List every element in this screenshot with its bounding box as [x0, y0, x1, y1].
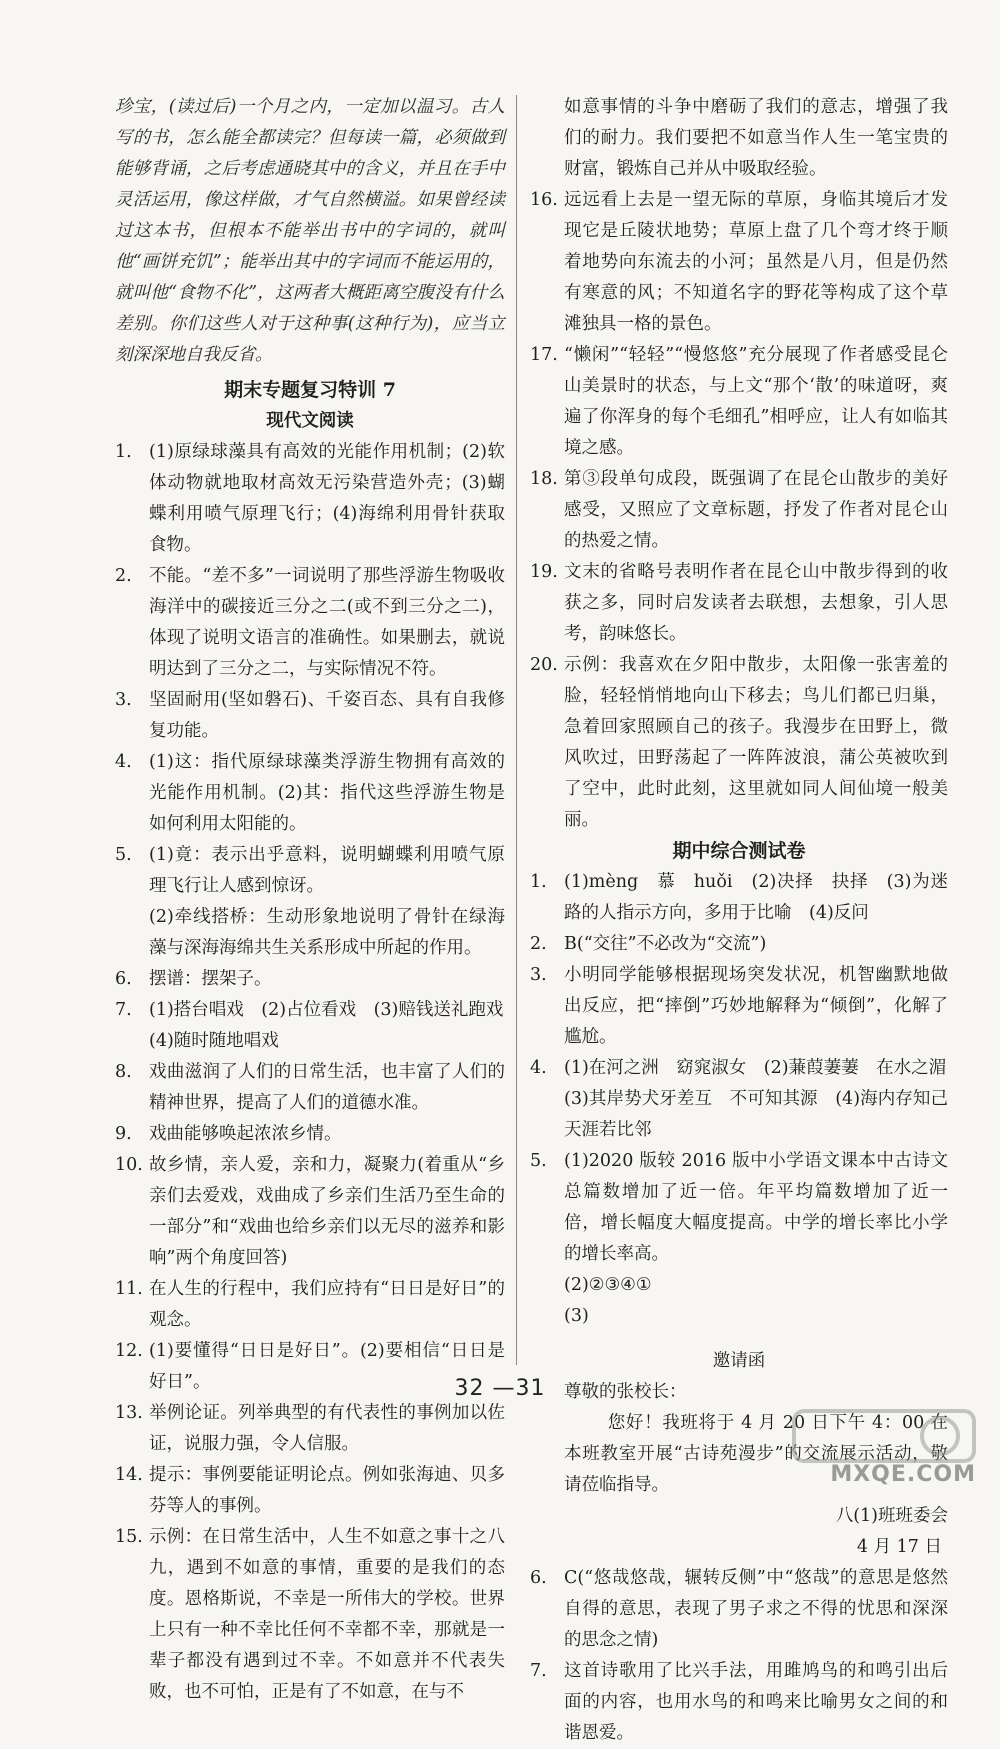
answer-item: [530, 185, 948, 340]
answer-item: [530, 929, 948, 960]
midterm-answer-list: [530, 867, 966, 1332]
answer-text: (1)2020 版较 2016 版中小学语文课本中古诗文总篇数增加了近一倍。年平均篇数增加了近一倍，增长幅度大幅度提高。中学的增长率比小学的增长率高。: [564, 1151, 948, 1264]
answer-text: (1)搭台唱戏 (2)占位看戏 (3)赔钱送礼跑戏: [149, 1000, 504, 1020]
answer-item: [115, 1460, 505, 1522]
answer-text: 远远看上去是一望无际的草原，身临其境后才发现它是丘陵状地势；草原上盘了几个弯才终于顺着地势向东流去的小河；虽然是八月，但是仍然有寒意的风；不知道名字的野花等构成了这个草滩独具一格的景色。: [564, 190, 948, 334]
answer-text: (1)这：指代原绿球藻类浮游生物拥有高效的光能作用机制。(2)其：指代这些浮游生物是如何利用太阳能的。: [149, 752, 505, 834]
answer-item: [530, 340, 948, 464]
answer-text: 示例：我喜欢在夕阳中散步，太阳像一张害羞的脸，轻轻悄悄地向山下移去；鸟儿们都已归巢，急着回家照顾自己的孩子。我漫步在田野上，微风吹过，田野荡起了一阵阵波浪，蒲公英被吹到了空中，此时此刻，这里就如同人间仙境一般美丽。: [564, 655, 948, 830]
letter-greeting: 尊敬的张校长：: [564, 1382, 687, 1402]
answer-text: (1)原绿球藻具有高效的光能作用机制；(2)软体动物就地取材高效无污染营造外壳；(3)蝴蝶利用喷气原理飞行；(4)海绵利用骨针获取食物。: [149, 442, 505, 555]
answer-text: 戏曲滋润了人们的日常生活，也丰富了人们的精神世界，提高了人们的道德水准。: [149, 1062, 505, 1113]
left-column: [115, 92, 505, 1708]
answer-number: 18.: [530, 469, 558, 489]
answer-item: [115, 1119, 505, 1150]
answer-item: [530, 1146, 948, 1270]
answer-number: 14.: [115, 1465, 143, 1485]
answer-item: [115, 437, 505, 561]
answer-text: 不能。“差不多”一词说明了那些浮游生物吸收海洋中的碳接近三分之二(或不到三分之二)，体现了说明文语言的准确性。如果删去，就说明达到了三分之二，与实际情况不符。: [149, 566, 505, 679]
answer-item: [530, 1084, 966, 1146]
letter-date: 4 月 17 日: [856, 1537, 942, 1557]
answer-item: [115, 1274, 505, 1336]
answer-text: 在人生的行程中，我们应持有“日日是好日”的观念。: [149, 1279, 505, 1330]
answer-number: 5.: [115, 845, 132, 865]
answer-text: 举例论证。列举典型的有代表性的事例加以佐证，说服力强，令人信服。: [149, 1403, 505, 1454]
answer-text: 示例：在日常生活中，人生不如意之事十之八九，遇到不如意的事情，重要的是我们的态度。恩格斯说，不幸是一所伟大的学校。世界上只有一种不幸比任何不幸都不幸，那就是一辈子都没有遇到过不幸。不如意并不代表失败，也不可怕，正是有了不如意，在与不: [149, 1527, 505, 1702]
answer-number: 9.: [115, 1124, 132, 1144]
answer-text: (2)②③④①: [564, 1275, 652, 1295]
answer-item: [115, 1522, 505, 1708]
answer-text: (1)竟：表示出乎意料，说明蝴蝶利用喷气原理飞行让人感到惊讶。: [149, 845, 505, 896]
answer-number: 2.: [530, 934, 547, 954]
answer-number: 3.: [115, 690, 132, 710]
answer-number: 4.: [115, 752, 132, 772]
answer-number: 17.: [530, 345, 558, 365]
answer-text: (3): [564, 1306, 589, 1326]
answer-number: 20.: [530, 655, 558, 675]
answer-number: 3.: [530, 965, 547, 985]
answer-item: [530, 1053, 948, 1084]
section-title-final-review: 期末专题复习特训 7: [224, 379, 396, 401]
answer-item: [530, 1270, 948, 1301]
answer-text: C(“悠哉悠哉，辗转反侧”中“悠哉”的意思是悠然自得的意思，表现了男子求之不得的忧思和深深的思念之情): [564, 1568, 948, 1650]
answer-number: 12.: [115, 1341, 143, 1361]
answer-item: [115, 685, 505, 747]
answer-item: [530, 557, 948, 650]
answer-number: 6.: [115, 969, 132, 989]
answer-number: 16.: [530, 190, 558, 210]
answer-number: 15.: [115, 1527, 143, 1547]
answer-item: [530, 1656, 948, 1749]
answer-text: (3)其岸势犬牙差互 不可知其源 (4)海内存知己 天涯若比邻: [564, 1089, 966, 1140]
answer-item: [115, 840, 505, 902]
answer-item: [530, 867, 948, 929]
answer-item: [530, 1563, 948, 1656]
answer-item: [115, 1398, 505, 1460]
answer-text: 提示：事例要能证明论点。例如张海迪、贝多芬等人的事例。: [149, 1465, 505, 1516]
answer-number: 1.: [115, 442, 132, 462]
answer-item: [115, 747, 505, 840]
answer-number: 4.: [530, 1058, 547, 1078]
page-number: 32 —31: [454, 1376, 546, 1401]
answer-text: (1)要懂得“日日是好日”。(2)要相信“日日是好日”。: [149, 1341, 505, 1392]
answer-item: [115, 995, 505, 1026]
answer-item: [115, 1150, 505, 1274]
answer-item: [530, 464, 948, 557]
answer-item: [115, 1057, 505, 1119]
answer-number: 13.: [115, 1403, 143, 1423]
answer-item: [115, 561, 505, 685]
section-title-midterm: 期中综合测试卷: [672, 840, 806, 862]
answer-text: (2)牵线搭桥：生动形象地说明了骨针在绿海藻与深海海绵共生关系形成中所起的作用。: [149, 907, 505, 958]
answer-number: 8.: [115, 1062, 132, 1082]
carry-over-paragraph: 如意事情的斗争中磨砺了我们的意志，增强了我们的耐力。我们要把不如意当作人生一笔宝贵的财富，锻炼自己并从中吸取经验。: [564, 97, 948, 179]
left-answer-list: [115, 437, 505, 1708]
section-subtitle-modern-reading: 现代文阅读: [266, 411, 354, 431]
answer-text: 摆谱：摆架子。: [149, 969, 272, 989]
answer-number: 7.: [530, 1661, 547, 1681]
letter-body: 您好！我班将于 4 月 20 日下午 4：00 在本班教室开展“古诗苑漫步”的交流展示活动，敬请莅临指导。: [564, 1413, 948, 1495]
answer-item: [530, 1301, 948, 1332]
answer-item: [530, 960, 948, 1053]
answer-number: 11.: [115, 1279, 143, 1299]
letter-signature: 八(1)班班委会: [835, 1506, 948, 1526]
answer-text: 文末的省略号表明作者在昆仑山中散步得到的收获之多，同时启发读者去联想，去想象，引人思考，韵味悠长。: [564, 562, 948, 644]
answer-number: 1.: [530, 872, 547, 892]
right-column: [530, 92, 966, 1749]
answer-item: [115, 1026, 505, 1057]
answer-text: 这首诗歌用了比兴手法，用雎鸠鸟的和鸣引出后面的内容，也用水鸟的和鸣来比喻男女之间的和谐恩爱。: [564, 1661, 948, 1743]
answer-number: 5.: [530, 1151, 547, 1171]
answer-text: (1)mèng 慕 huǒi (2)决择 抉择 (3)为迷路的人指示方向，多用于比喻 (4)反问: [564, 872, 948, 923]
answer-text: 第③段单句成段，既强调了在昆仑山散步的美好感受，又照应了文章标题，抒发了作者对昆仑山的热爱之情。: [564, 469, 948, 551]
answer-text: 小明同学能够根据现场突发状况，机智幽默地做出反应，把“摔倒”巧妙地解释为“倾倒”，化解了尴尬。: [564, 965, 948, 1047]
answer-text: 故乡情，亲人爱，亲和力，凝聚力(着重从“乡亲们去爱戏，戏曲成了乡亲们生活乃至生命的一部分”和“戏曲也给乡亲们以无尽的滋养和影响”两个角度回答): [149, 1155, 505, 1268]
right-answer-list: [530, 185, 948, 836]
midterm-answer-list-cont: [530, 1563, 948, 1749]
answer-text: (4)随时随地唱戏: [149, 1031, 279, 1051]
answer-text: (1)在河之洲 窈窕淑女 (2)蒹葭萋萋 在水之湄: [564, 1058, 947, 1078]
answer-item: [115, 964, 505, 995]
answer-item: [115, 902, 505, 964]
answer-text: 坚固耐用(坚如磐石)、千姿百态、具有自我修复功能。: [149, 690, 505, 741]
answer-number: 19.: [530, 562, 558, 582]
answer-text: B(“交往”不必改为“交流”): [564, 934, 767, 954]
intro-paragraph: 珍宝，(读过后)一个月之内，一定加以温习。古人写的书，怎么能全都读完？但每读一篇，必须做到能够背诵，之后考虑通晓其中的含义，并且在手中灵活运用，像这样做，才气自然横溢。如果曾经读过这本书，但根本不能举出书中的字词的，就叫他“画饼充饥”；能举出其中的字词而不能运用的，就叫他“食物不化”，这两者大概距离空腹没有什么差别。你们这些人对于这种事(这种行为)，应当立刻深深地自我反省。: [115, 97, 505, 365]
answer-text: “懒闲”“轻轻”“慢悠悠”充分展现了作者感受昆仑山美景时的状态，与上文“那个‘散’的味道呀，爽遍了你浑身的每个毛细孔”相呼应，让人有如临其境之感。: [564, 345, 948, 458]
answer-item: [530, 650, 948, 836]
answer-number: 2.: [115, 566, 132, 586]
answer-number: 7.: [115, 1000, 132, 1020]
letter-title: 邀请函: [712, 1351, 766, 1371]
watermark-text: MXQE.COM: [830, 1462, 976, 1487]
answer-number: 10.: [115, 1155, 143, 1175]
column-divider: [516, 95, 517, 1365]
answer-text: 戏曲能够唤起浓浓乡情。: [149, 1124, 342, 1144]
answer-number: 6.: [530, 1568, 547, 1588]
